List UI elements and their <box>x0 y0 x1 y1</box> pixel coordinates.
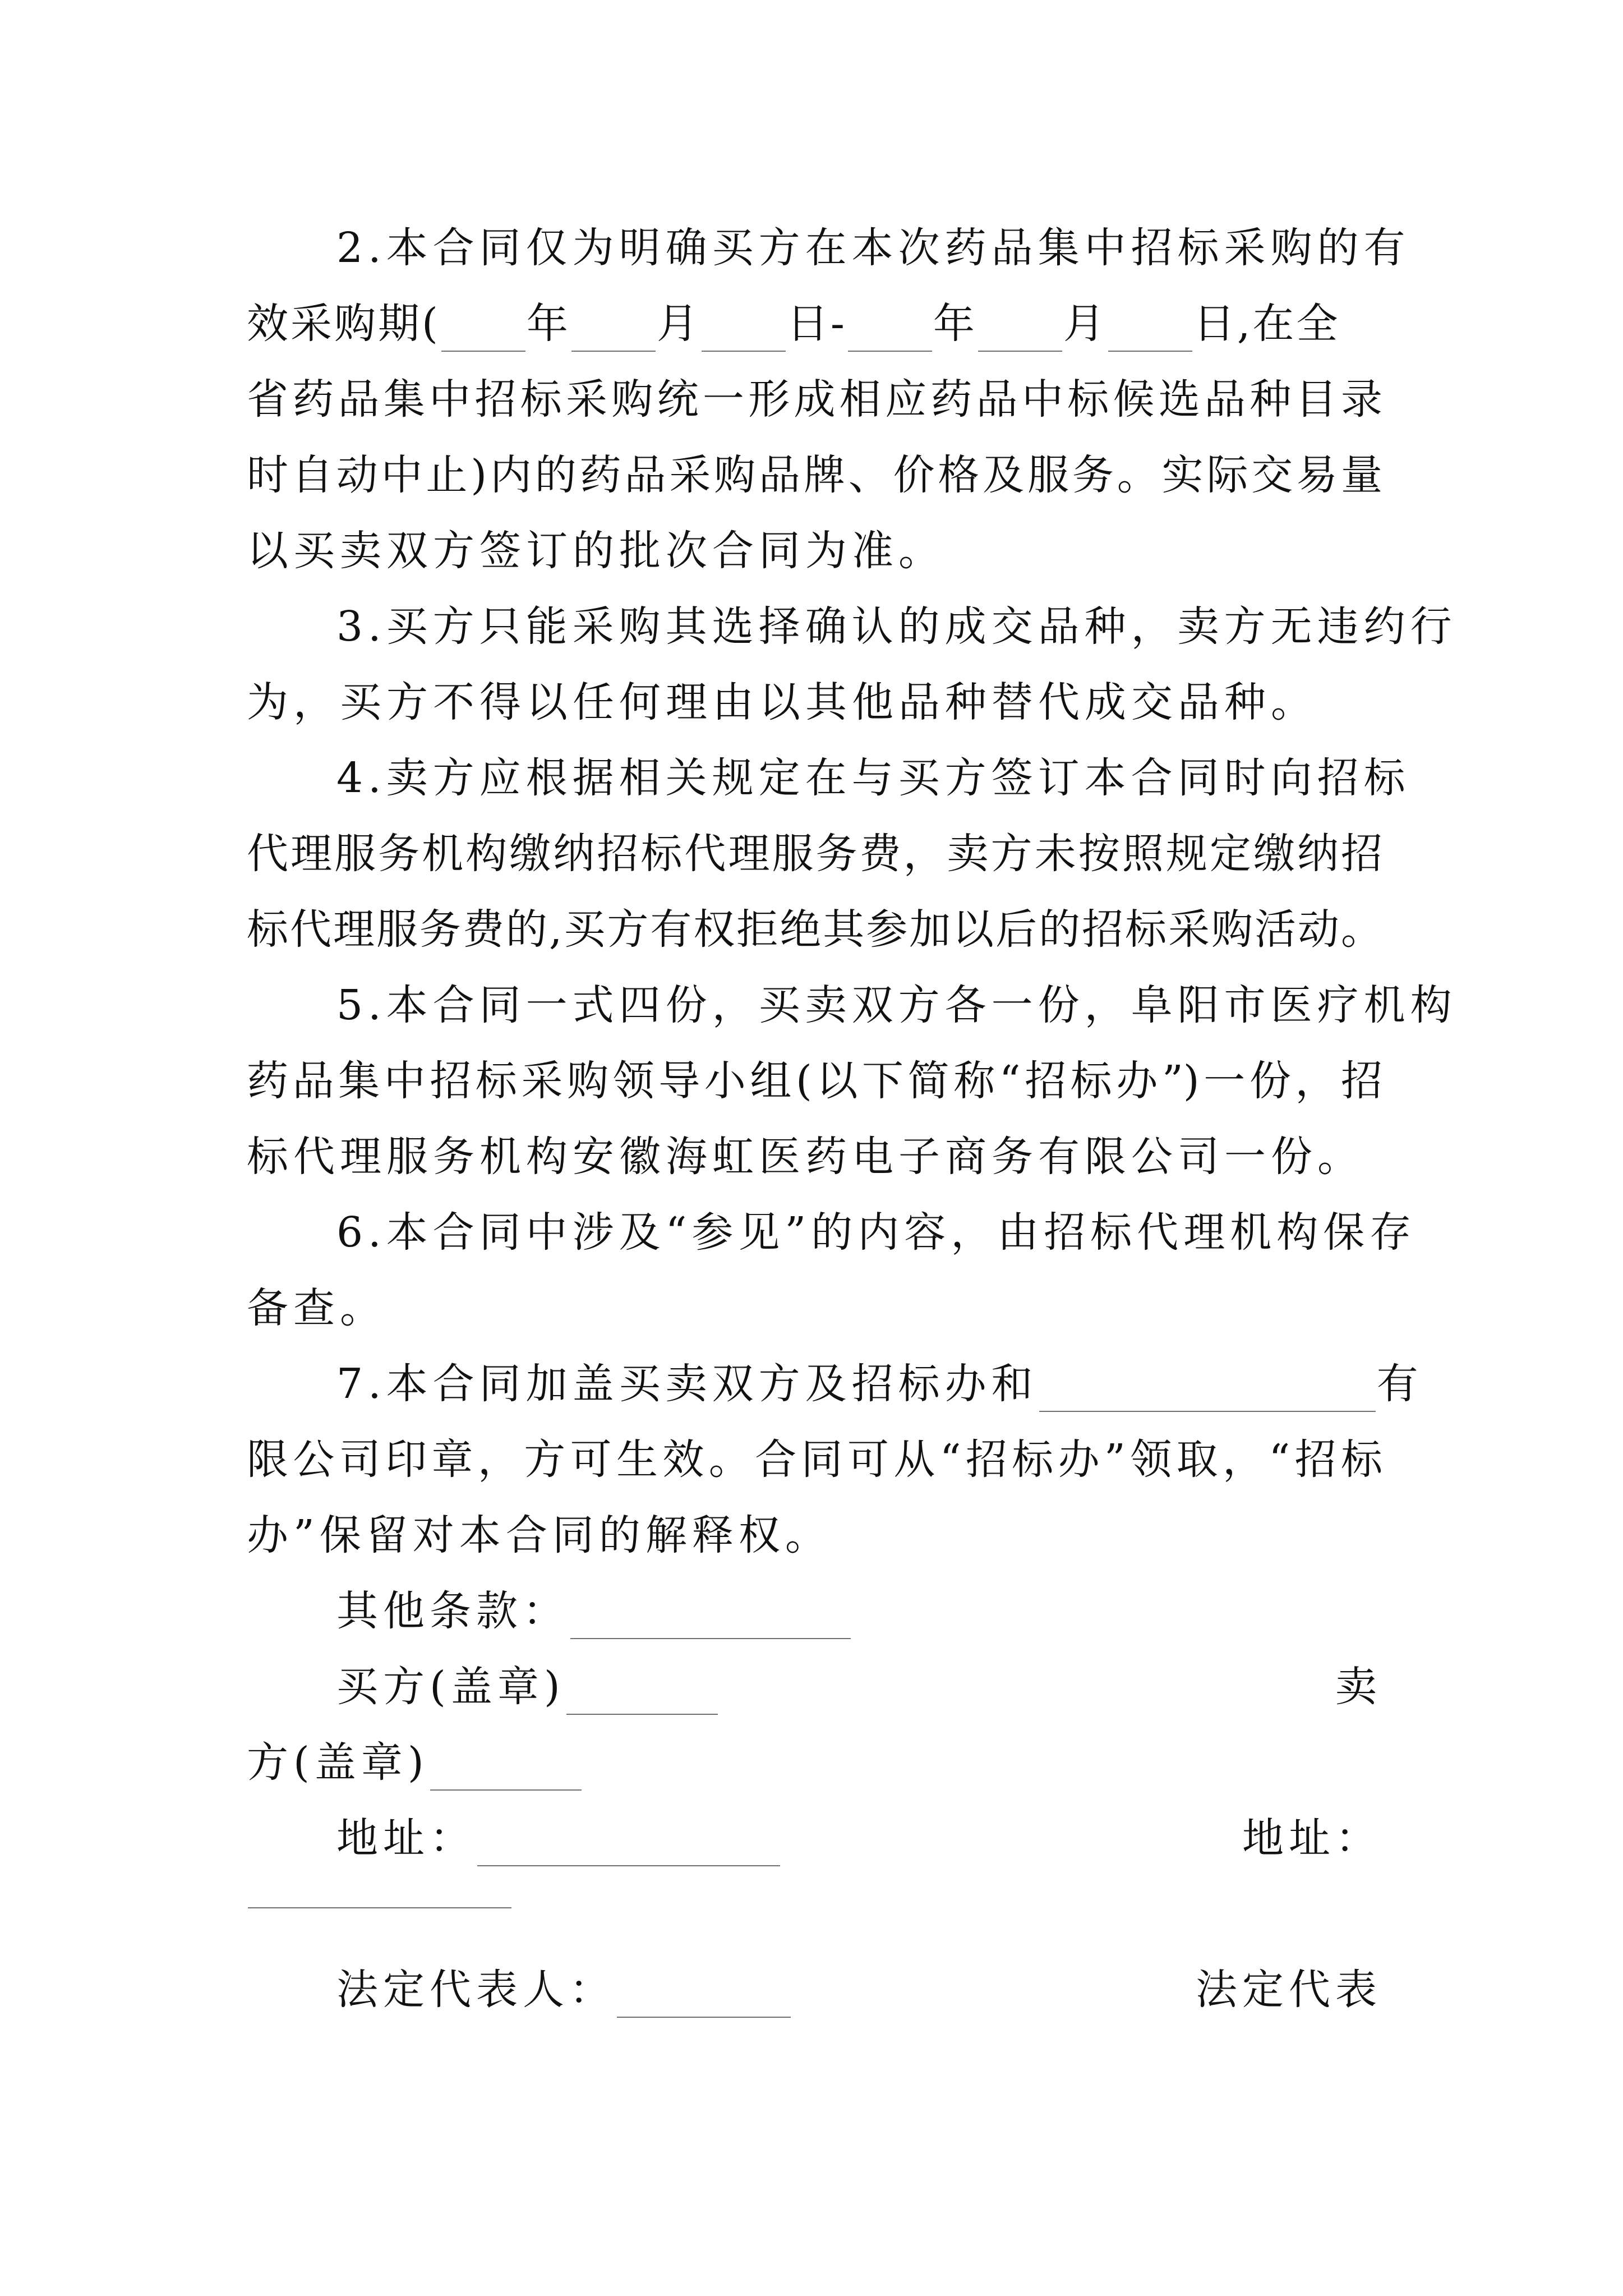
clause-7-prefix: 7.本合同加盖买卖双方及招标办和 <box>336 1360 1038 1408</box>
seller-address-label: 地址： <box>1242 1814 1382 1862</box>
start-month-blank <box>571 310 656 352</box>
clause-6-line-2: 备查。 <box>247 1284 386 1332</box>
clause-7-line-1 <box>336 1356 1423 1412</box>
clause-5-line-1: 5.本合同一式四份，买卖双方各一份，阜阳市医疗机构 <box>336 981 1457 1029</box>
buyer-legal-rep-label: 法定代表人： <box>336 1966 616 2014</box>
buyer-seal-line <box>336 1659 719 1715</box>
clause-6-line-1: 6.本合同中涉及“参见”的内容，由招标代理机构保存 <box>336 1208 1417 1257</box>
end-month-label: 月 <box>1063 300 1107 348</box>
start-month-label: 月 <box>656 300 700 348</box>
clause-4-line-2: 代理服务机构缴纳招标代理服务费，卖方未按照规定缴纳招 <box>247 830 1382 878</box>
seller-seal-blank <box>430 1749 582 1791</box>
end-year-label: 年 <box>933 300 977 348</box>
clause-2-line-3: 省药品集中招标采购统一形成相应药品中标候选品种目录 <box>247 375 1382 424</box>
company-name-blank <box>1039 1370 1376 1412</box>
clause-7-line-3: 办”保留对本合同的解释权。 <box>247 1511 832 1559</box>
clause-7-line-2: 限公司印章，方可生效。合同可从“招标办”领取，“招标 <box>247 1435 1382 1484</box>
seller-seal-label-part1: 卖 <box>1335 1663 1382 1711</box>
seller-legal-rep-label: 法定代表 <box>1196 1966 1382 2014</box>
clause-7-suffix: 有 <box>1376 1360 1423 1408</box>
buyer-legal-rep-blank <box>617 1976 791 2018</box>
clause-5-line-3: 标代理服务机构安徽海虹医药电子商务有限公司一份。 <box>247 1133 1364 1181</box>
buyer-address-label: 地址： <box>336 1814 476 1862</box>
seller-seal-label-part2: 方(盖章) <box>247 1738 429 1787</box>
end-day-label: 日,在全 <box>1193 300 1340 348</box>
clause-4-line-1: 4.卖方应根据相关规定在与买方签订本合同时向招标 <box>336 754 1410 802</box>
buyer-seal-blank <box>566 1673 718 1715</box>
clause-2-line-5: 以买卖双方签订的批次合同为准。 <box>247 527 945 575</box>
clause-5-line-2: 药品集中招标采购领导小组(以下简称“招标办”)一份，招 <box>247 1057 1382 1105</box>
other-terms-line <box>336 1583 852 1639</box>
clause-3-line-1: 3.买方只能采购其选择确认的成交品种，卖方无违约行 <box>336 602 1457 651</box>
start-day-blank <box>702 310 786 352</box>
end-year-blank <box>848 310 932 352</box>
clause-2-line-2 <box>247 296 1340 352</box>
clause-2-period-prefix: 效采购期( <box>247 300 440 348</box>
clause-2-line-1: 2.本合同仅为明确买方在本次药品集中招标采购的有 <box>336 224 1410 272</box>
clause-4-line-3: 标代理服务费的,买方有权拒绝其参加以后的招标采购活动。 <box>247 905 1382 954</box>
buyer-address-blank <box>477 1825 780 1866</box>
buyer-address-line <box>336 1810 781 1866</box>
end-day-blank <box>1108 310 1192 352</box>
buyer-seal-label: 买方(盖章) <box>336 1663 565 1711</box>
other-terms-blank <box>570 1598 851 1639</box>
start-day-label: 日- <box>786 300 847 348</box>
clause-2-line-4: 时自动中止)内的药品采购品牌、价格及服务。实际交易量 <box>247 451 1382 499</box>
end-month-blank <box>978 310 1062 352</box>
buyer-legal-rep-line <box>336 1962 792 2018</box>
start-year-label: 年 <box>526 300 570 348</box>
start-year-blank <box>441 310 525 352</box>
seller-address-blank <box>248 1907 511 1908</box>
clause-3-line-2: 为，买方不得以任何理由以其他品种替代成交品种。 <box>247 678 1317 726</box>
other-terms-label: 其他条款： <box>336 1587 569 1635</box>
seller-seal-line <box>247 1734 583 1791</box>
